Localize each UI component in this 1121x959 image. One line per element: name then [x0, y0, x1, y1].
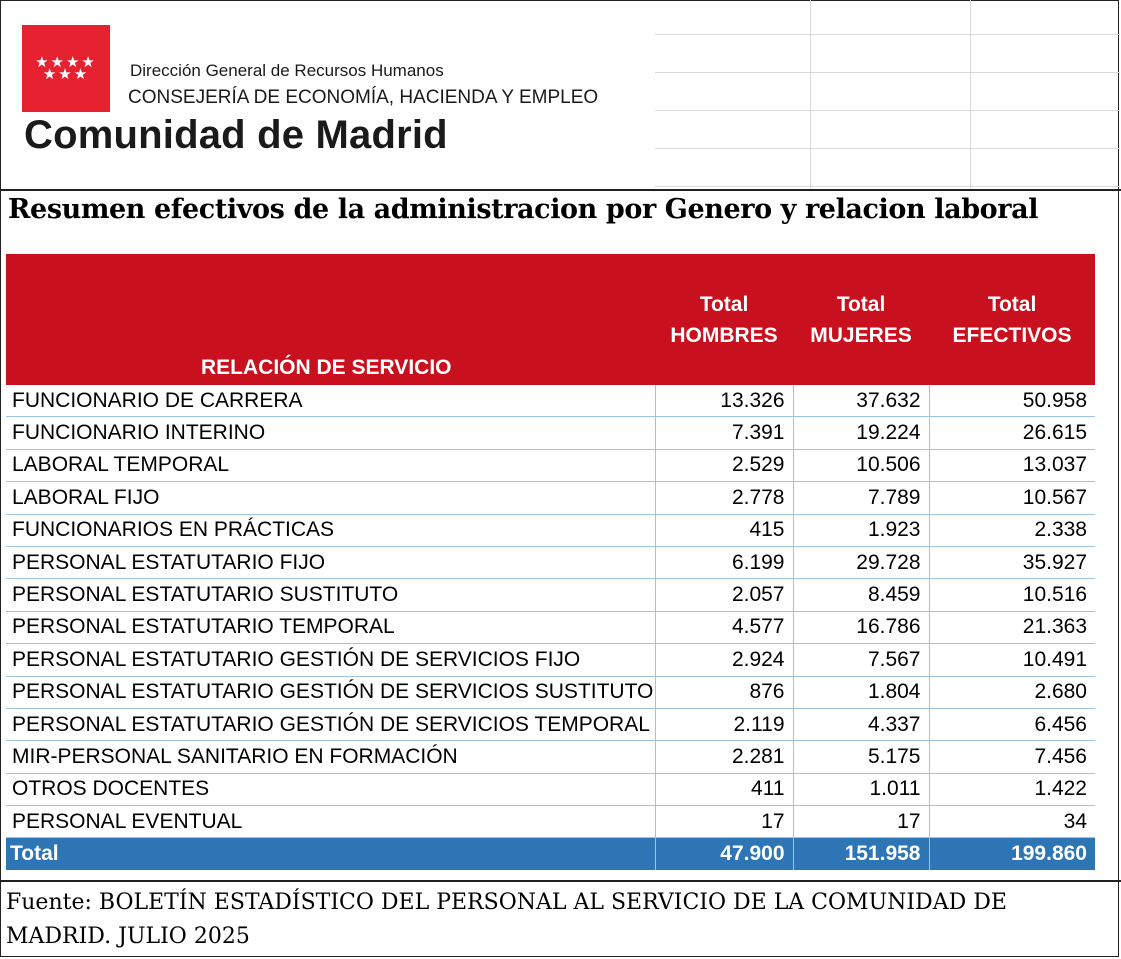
row-men: 2.924: [655, 644, 793, 676]
row-men: 2.529: [655, 449, 793, 481]
row-total: 21.363: [929, 611, 1095, 643]
row-women: 5.175: [793, 741, 929, 773]
column-header-men-line2: HOMBRES: [670, 323, 778, 347]
row-men: 2.281: [655, 741, 793, 773]
total-men: 47.900: [655, 838, 793, 871]
table-row: [6, 546, 1095, 578]
row-women: 7.789: [793, 482, 929, 514]
row-women: 29.728: [793, 546, 929, 578]
row-total: 10.567: [929, 482, 1095, 514]
row-label: PERSONAL ESTATUTARIO GESTIÓN DE SERVICIOS FIJO: [6, 644, 655, 676]
logo-stars-bottom: ★★★: [42, 65, 90, 83]
table-row: [6, 449, 1095, 481]
row-label: OTROS DOCENTES: [6, 773, 655, 805]
column-header-women: [793, 254, 929, 385]
row-label: PERSONAL ESTATUTARIO GESTIÓN DE SERVICIOS TEMPORAL: [6, 708, 655, 740]
row-women: 16.786: [793, 611, 929, 643]
total-label: Total: [6, 838, 655, 871]
row-men: 7.391: [655, 417, 793, 449]
row-women: 1.923: [793, 514, 929, 546]
table-row: [6, 417, 1095, 449]
row-men: 2.119: [655, 708, 793, 740]
table-row: [6, 579, 1095, 611]
row-label: LABORAL FIJO: [6, 482, 655, 514]
comunidad-madrid-logo: [22, 25, 110, 112]
footer-divider: [0, 880, 1121, 882]
row-men: 876: [655, 676, 793, 708]
row-label: PERSONAL ESTATUTARIO FIJO: [6, 546, 655, 578]
table-row: [6, 385, 1095, 417]
row-total: 13.037: [929, 449, 1095, 481]
row-men: 2.778: [655, 482, 793, 514]
spreadsheet-grid-background: [655, 0, 1120, 190]
row-men: 4.577: [655, 611, 793, 643]
total-all: 199.860: [929, 838, 1095, 871]
row-label: FUNCIONARIO DE CARRERA: [6, 385, 655, 417]
row-total: 6.456: [929, 708, 1095, 740]
column-header-men: [655, 254, 793, 385]
row-women: 10.506: [793, 449, 929, 481]
column-header-men-line1: Total: [699, 292, 749, 316]
row-label: PERSONAL EVENTUAL: [6, 806, 655, 838]
row-men: 411: [655, 773, 793, 805]
row-women: 1.804: [793, 676, 929, 708]
table-row: [6, 708, 1095, 740]
organization-name: Comunidad de Madrid: [24, 113, 448, 157]
table-header-row: [6, 254, 1095, 385]
directorate-name: Dirección General de Recursos Humanos: [130, 61, 444, 80]
column-header-women-line2: MUJERES: [810, 323, 912, 347]
row-women: 19.224: [793, 417, 929, 449]
row-label: PERSONAL ESTATUTARIO SUSTITUTO: [6, 579, 655, 611]
row-total: 7.456: [929, 741, 1095, 773]
table-row: [6, 773, 1095, 805]
row-women: 8.459: [793, 579, 929, 611]
row-women: 4.337: [793, 708, 929, 740]
row-total: 2.680: [929, 676, 1095, 708]
table-row: [6, 514, 1095, 546]
column-header-total-line2: EFECTIVOS: [952, 323, 1072, 347]
row-label: PERSONAL ESTATUTARIO GESTIÓN DE SERVICIOS SUSTITUTO: [6, 676, 655, 708]
table-row: [6, 806, 1095, 838]
row-total: 2.338: [929, 514, 1095, 546]
row-label: PERSONAL ESTATUTARIO TEMPORAL: [6, 611, 655, 643]
row-men: 6.199: [655, 546, 793, 578]
column-header-women-line1: Total: [836, 292, 886, 316]
row-label: LABORAL TEMPORAL: [6, 449, 655, 481]
row-label: MIR-PERSONAL SANITARIO EN FORMACIÓN: [6, 741, 655, 773]
row-label: FUNCIONARIOS EN PRÁCTICAS: [6, 514, 655, 546]
row-women: 1.011: [793, 773, 929, 805]
row-total: 34: [929, 806, 1095, 838]
table-row: [6, 676, 1095, 708]
row-men: 17: [655, 806, 793, 838]
row-total: 1.422: [929, 773, 1095, 805]
table-total-row: [6, 838, 1095, 871]
row-total: 10.516: [929, 579, 1095, 611]
column-header-relation: RELACIÓN DE SERVICIO: [6, 254, 655, 385]
ministry-name: CONSEJERÍA DE ECONOMÍA, HACIENDA Y EMPLEO: [128, 87, 599, 108]
logo-stars-top: ★★★★: [35, 53, 97, 71]
staff-summary-table: [6, 254, 1095, 870]
column-header-total-line1: Total: [987, 292, 1037, 316]
row-total: 26.615: [929, 417, 1095, 449]
table-row: [6, 611, 1095, 643]
table-row: [6, 482, 1095, 514]
row-total: 35.927: [929, 546, 1095, 578]
source-note: Fuente: BOLETÍN ESTADÍSTICO DEL PERSONAL AL SERVICIO DE LA COMUNIDAD DE MADRID. JULIO 2025: [6, 890, 1007, 949]
column-header-total: [929, 254, 1095, 385]
row-total: 10.491: [929, 644, 1095, 676]
row-men: 415: [655, 514, 793, 546]
row-women: 37.632: [793, 385, 929, 417]
page-title: Resumen efectivos de la administracion por Genero y relacion laboral: [8, 194, 1039, 225]
table-row: [6, 644, 1095, 676]
header-divider: [0, 189, 1121, 191]
total-women: 151.958: [793, 838, 929, 871]
row-men: 2.057: [655, 579, 793, 611]
row-women: 17: [793, 806, 929, 838]
row-men: 13.326: [655, 385, 793, 417]
table-row: [6, 741, 1095, 773]
row-total: 50.958: [929, 385, 1095, 417]
row-label: FUNCIONARIO INTERINO: [6, 417, 655, 449]
row-women: 7.567: [793, 644, 929, 676]
